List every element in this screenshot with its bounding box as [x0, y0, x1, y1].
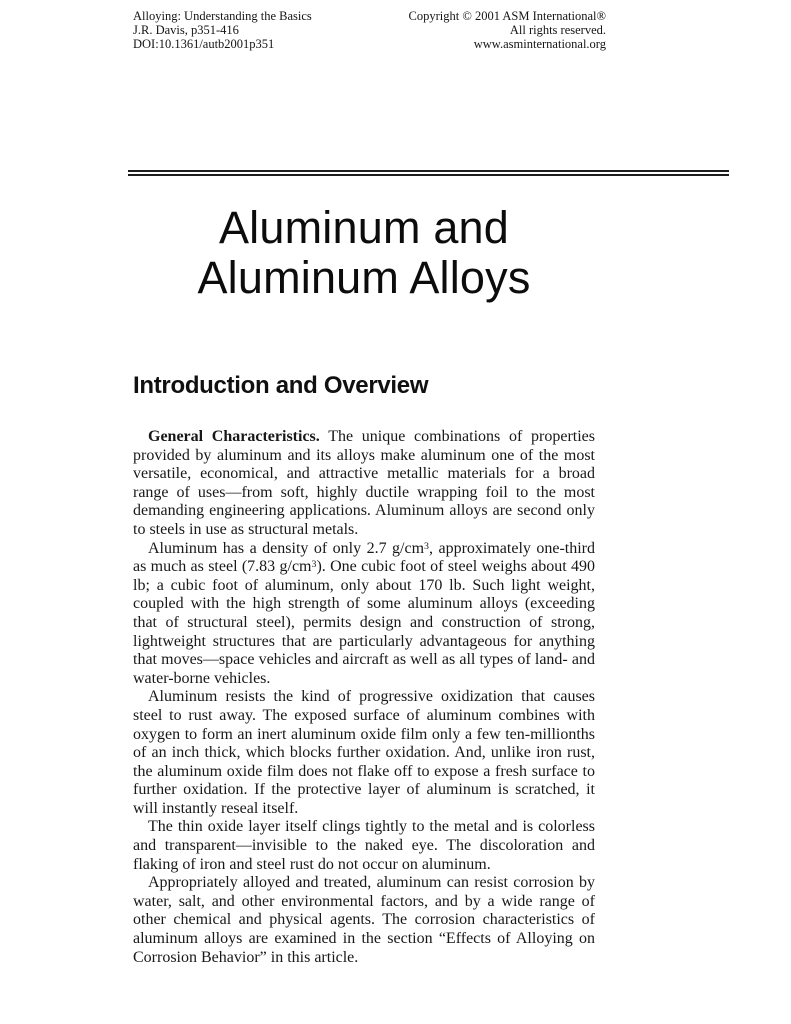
text-run: The thin oxide layer itself clings tightly to the metal and is colorless and transparent—invisible to the naked eye. The discoloration and flaking of iron and steel rust do not occur on aluminum. — [133, 818, 595, 873]
text-run: Aluminum resists the kind of progressive oxidization that causes steel to rust away. The exposed surface of aluminum combines with oxygen to form an inert aluminum oxide film only a few ten-millionths of an inch thick, which blocks further oxidation. And, unlike iron rust, the aluminum oxide film does not flake off to expose a fresh surface to further oxidation. If the protective layer of aluminum is scratched, it will instantly reseal itself. — [133, 688, 595, 817]
copyright-block — [409, 9, 606, 51]
chapter-title-line-2: Aluminum Alloys — [197, 252, 531, 303]
text-run: Appropriately alloyed and treated, aluminum can resist corrosion by water, salt, and other environmental factors, and by a wide range of other chemical and physical agents. The corrosion characteristics of aluminum alloys are examined in the section “Effects of Alloying on Corrosion Behavior” in this article. — [133, 874, 595, 966]
chapter-title-line-1: Aluminum and — [218, 202, 510, 253]
body-text — [133, 428, 595, 967]
paragraph — [133, 540, 595, 689]
superscript: 3 — [311, 559, 317, 571]
text-run: ). One cubic foot of steel weighs about 490 lb; a cubic foot of aluminum, only about 170 lb. Such light weight, coupled with the high strength of some aluminum alloys (exceeding that of structural steel), permits design and construction of strong, lightweight structures that are particularly advantageous for anything that moves—space vehicles and aircraft as well as all types of land- and water-borne vehicles. — [133, 558, 595, 687]
publisher-url: www.asminternational.org — [473, 37, 606, 51]
citation-block — [133, 9, 312, 51]
double-rule-divider — [128, 170, 729, 176]
text-run: The unique combinations of properties provided by aluminum and its alloys make aluminum one of the most versatile, economical, and attractive metallic materials for a broad range of uses—from soft, highly ductile wrapping foil to the most demanding engineering applications. Aluminum alloys are second only to steels in use as structural metals. — [133, 428, 595, 538]
paragraph — [133, 874, 595, 967]
text-run: , approximately one-third as much as steel (7.83 g/cm — [133, 539, 596, 576]
paragraph — [133, 818, 595, 874]
copyright-line: Copyright © 2001 ASM International® — [408, 9, 606, 23]
superscript: 3 — [424, 540, 429, 552]
page-header — [133, 9, 606, 51]
paragraph — [133, 428, 595, 540]
rights-line: All rights reserved. — [509, 23, 606, 37]
run-in-heading: General Characteristics. — [148, 428, 320, 445]
citation-doi: DOI:10.1361/autb2001p351 — [133, 37, 275, 51]
citation-title: Alloying: Understanding the Basics — [133, 9, 312, 23]
section-heading: Introduction and Overview — [133, 372, 429, 399]
chapter-title — [133, 203, 595, 303]
paragraph — [133, 688, 595, 818]
text-run: Aluminum has a density of only 2.7 g/cm — [148, 539, 425, 557]
citation-author-pages: J.R. Davis, p351-416 — [133, 23, 239, 37]
